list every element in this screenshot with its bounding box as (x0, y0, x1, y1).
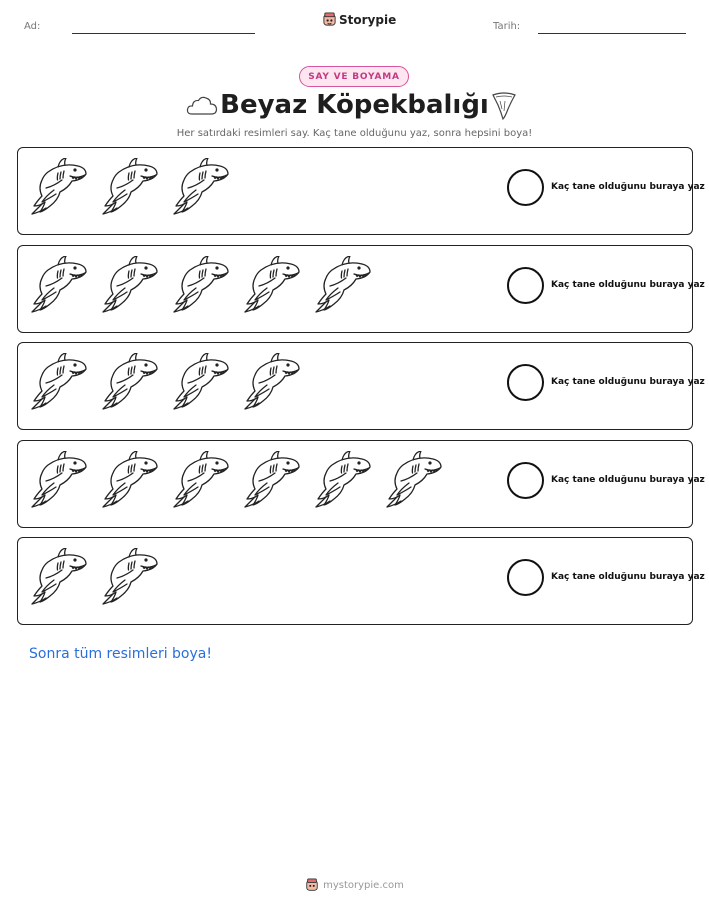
great-white-shark-icon (28, 158, 88, 216)
great-white-shark-icon (99, 256, 159, 314)
great-white-shark-icon (170, 353, 230, 411)
instructions: Her satırdaki resimleri say. Kaç tane olduğunu yaz, sonra hepsini boya! (176, 128, 533, 139)
counting-row (17, 440, 705, 528)
great-white-shark-icon (99, 353, 159, 411)
great-white-shark-icon (28, 548, 88, 606)
answer-circle[interactable] (507, 462, 544, 499)
date-line[interactable] (538, 33, 686, 34)
name-label: Ad: (24, 21, 41, 32)
great-white-shark-icon (241, 256, 301, 314)
counting-row (17, 537, 705, 625)
answer-hint: Kaç tane olduğunu buraya yaz (551, 572, 705, 582)
answer-circle[interactable] (507, 267, 544, 304)
worksheet-header (0, 0, 709, 60)
great-white-shark-icon (99, 548, 159, 606)
answer-circle[interactable] (507, 364, 544, 401)
brand-name: Storypie (339, 12, 397, 27)
answer-hint: Kaç tane olduğunu buraya yaz (551, 279, 705, 290)
answer-hint: Kaç tane olduğunu buraya yaz (551, 377, 705, 387)
great-white-shark-icon (241, 451, 301, 509)
shark-group (28, 353, 301, 411)
great-white-shark-icon (99, 451, 159, 509)
counting-row (17, 342, 705, 430)
page-title: Beyaz Köpekbalığı (220, 90, 489, 120)
name-line[interactable] (72, 33, 255, 34)
answer-hint: Kaç tane olduğunu buraya yaz (551, 182, 705, 192)
storypie-mascot-icon (322, 12, 337, 27)
great-white-shark-icon (170, 451, 230, 509)
footer (0, 878, 709, 892)
answer-circle[interactable] (507, 559, 544, 596)
footer-url: mystorypie.com (323, 879, 404, 891)
answer-hint: Kaç tane olduğunu buraya yaz (551, 474, 705, 485)
great-white-shark-icon (312, 256, 372, 314)
shark-group (28, 548, 159, 606)
great-white-shark-icon (241, 353, 301, 411)
great-white-shark-icon (28, 256, 88, 314)
great-white-shark-icon (28, 353, 88, 411)
great-white-shark-icon (312, 451, 372, 509)
counting-row (17, 245, 705, 333)
shark-group (28, 158, 230, 216)
brand-logo (322, 12, 396, 27)
great-white-shark-icon (28, 451, 88, 509)
great-white-shark-icon (170, 158, 230, 216)
closing-note: Sonra tüm resimleri boya! (29, 646, 212, 662)
great-white-shark-icon (170, 256, 230, 314)
storypie-mascot-icon (305, 878, 319, 892)
shark-group (28, 256, 372, 314)
date-label: Tarih: (493, 21, 521, 32)
shark-group (28, 451, 443, 509)
activity-badge: SAY VE BOYAMA (299, 66, 409, 87)
great-white-shark-icon (383, 451, 443, 509)
answer-circle[interactable] (507, 169, 544, 206)
shark-tooth-icon (491, 91, 517, 121)
counting-row (17, 147, 705, 235)
great-white-shark-icon (99, 158, 159, 216)
